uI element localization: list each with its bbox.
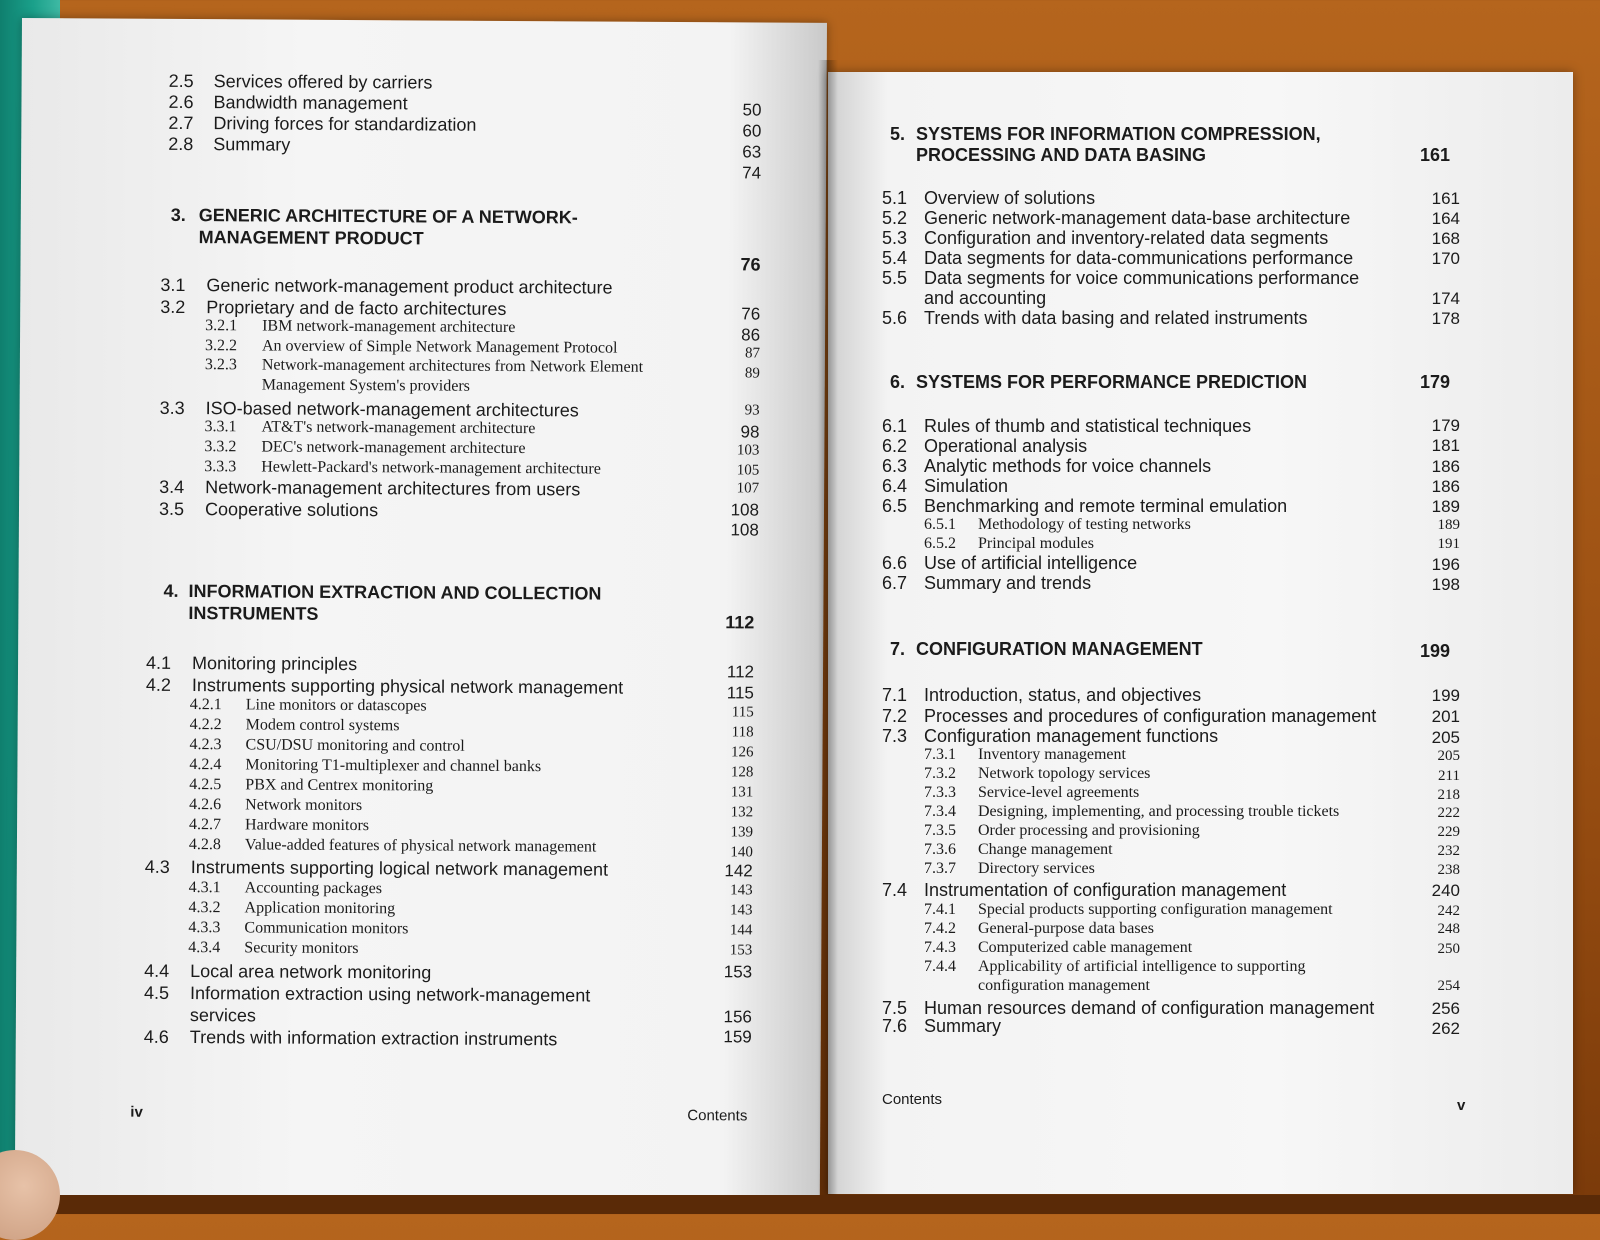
toc-title: Analytic methods for voice channels	[924, 456, 1212, 476]
toc-number: 7.6	[882, 1016, 908, 1036]
toc-title: Driving forces for standardization	[213, 113, 477, 135]
toc-page-number: 198	[1431, 575, 1460, 594]
toc-title: DEC's network-management architecture	[261, 438, 526, 458]
toc-title: Principal modules	[978, 535, 1094, 552]
chapter-title-line1: INFORMATION EXTRACTION AND COLLECTION	[188, 581, 602, 604]
toc-title: Trends with information extraction instruments	[189, 1027, 558, 1050]
toc-title: Network monitors	[245, 796, 363, 815]
toc-number: 4.2.1	[189, 696, 222, 714]
toc-title: Summary and trends	[924, 573, 1092, 593]
left-page	[15, 18, 827, 1203]
toc-number: 6.3	[882, 456, 908, 476]
toc-number: 7.3.4	[924, 803, 956, 820]
toc-number: 3.2.1	[205, 317, 238, 335]
toc-page-number: 196	[1431, 555, 1460, 574]
toc-number: 7.3.6	[924, 841, 956, 858]
chapter-title-line2: MANAGEMENT PRODUCT	[198, 227, 424, 249]
chapter-number: 5.	[890, 124, 906, 144]
toc-page-number: 128	[730, 764, 754, 781]
toc-number: 3.3.1	[204, 418, 237, 436]
chapter-number: 3.	[170, 204, 186, 226]
toc-title: Change management	[978, 841, 1113, 858]
toc-number: 7.3.5	[924, 822, 956, 839]
toc-number: 3.5	[158, 498, 185, 519]
toc-number: 7.5	[882, 998, 908, 1018]
toc-page-number: 103	[736, 442, 760, 459]
toc-page-number: 186	[1431, 477, 1460, 496]
toc-title: Line monitors or datascopes	[245, 696, 427, 715]
toc-title: CSU/DSU monitoring and control	[245, 736, 465, 755]
toc-page-number: 140	[730, 844, 753, 861]
toc-page-number: 240	[1431, 881, 1460, 900]
toc-title: General-purpose data bases	[978, 920, 1154, 937]
toc-page-number: 60	[742, 121, 762, 141]
toc-title: IBM network-management architecture	[262, 317, 516, 337]
toc-number: 5.3	[882, 228, 908, 248]
toc-title: PBX and Centrex monitoring	[245, 776, 434, 795]
toc-title: services	[189, 1005, 256, 1026]
toc-title: Computerized cable management	[978, 939, 1193, 956]
toc-number: 4.3	[144, 856, 170, 877]
toc-page-number: 107	[736, 480, 760, 497]
toc-number: 2.7	[168, 112, 194, 134]
running-footer: Contents	[882, 1091, 943, 1108]
toc-number: 4.2.6	[189, 796, 222, 814]
toc-number: 4.3.3	[188, 919, 221, 937]
toc-number: 7.4.3	[924, 939, 956, 956]
toc-page-number: 218	[1437, 787, 1460, 803]
toc-page-number: 248	[1437, 921, 1460, 937]
chapter-page-number: 161	[1419, 145, 1450, 165]
toc-number: 5.1	[882, 188, 908, 208]
toc-title: Summary	[924, 1016, 1002, 1036]
toc-title: configuration management	[978, 977, 1150, 994]
toc-title: Hardware monitors	[245, 816, 370, 835]
toc-page-number: 143	[730, 882, 753, 899]
toc-title: Network-management architectures from Network Element	[261, 356, 644, 376]
toc-page-number: 174	[1431, 289, 1460, 308]
toc-title: Proprietary and de facto architectures	[206, 297, 507, 319]
toc-page-number: 63	[742, 142, 762, 162]
toc-title: Service-level agreements	[978, 784, 1140, 801]
toc-title: Human resources demand of configuration management	[924, 998, 1375, 1018]
chapter-title-line2: INSTRUMENTS	[188, 603, 319, 624]
toc-title: Configuration management functions	[924, 726, 1219, 746]
right-page	[828, 72, 1573, 1194]
toc-number: 2.5	[168, 70, 194, 92]
toc-number: 7.4	[882, 880, 908, 900]
toc-page-number: 201	[1431, 707, 1460, 726]
chapter-title-line1: CONFIGURATION MANAGEMENT	[916, 639, 1203, 659]
toc-number: 7.4.2	[924, 920, 956, 937]
running-footer: Contents	[687, 1107, 748, 1125]
toc-page-number: 170	[1431, 249, 1460, 268]
toc-title: Instruments supporting physical network management	[191, 675, 624, 698]
toc-page-number: 191	[1437, 536, 1460, 552]
toc-title: Data segments for data-communications performance	[924, 248, 1354, 268]
toc-number: 4.2.5	[189, 776, 222, 794]
toc-number: 3.4	[159, 476, 185, 497]
toc-number: 5.4	[882, 248, 908, 268]
toc-number: 7.4.4	[924, 958, 956, 975]
toc-title: Network topology services	[978, 765, 1151, 782]
toc-page-number: 164	[1431, 209, 1460, 228]
toc-number: 5.2	[882, 208, 908, 228]
book-gutter	[818, 60, 838, 1200]
toc-page-number: 144	[729, 922, 753, 939]
toc-title: Communication monitors	[244, 919, 409, 938]
toc-page-number: 168	[1431, 229, 1460, 248]
toc-page-number: 105	[736, 462, 760, 479]
toc-number: 4.2.8	[188, 836, 222, 854]
toc-page-number: 179	[1431, 416, 1460, 435]
toc-page-number: 262	[1431, 1019, 1460, 1038]
toc-page-number: 199	[1431, 686, 1460, 705]
toc-page-number: 98	[740, 422, 760, 442]
toc-title: Instrumentation of configuration management	[924, 880, 1287, 900]
toc-number: 7.3	[882, 726, 908, 746]
toc-number: 5.5	[882, 268, 908, 288]
toc-number: 4.1	[146, 652, 172, 673]
toc-page-number: 108	[730, 500, 760, 520]
chapter-page-number: 112	[725, 612, 755, 633]
toc-title: Use of artificial intelligence	[924, 553, 1138, 573]
toc-title: Processes and procedures of configuration management	[924, 706, 1377, 726]
toc-number: 6.6	[882, 553, 908, 573]
toc-page-number: 205	[1431, 728, 1460, 747]
chapter-number: 6.	[890, 372, 906, 392]
toc-number: 6.2	[882, 436, 908, 456]
chapter-page-number: 76	[740, 254, 761, 275]
toc-page-number: 229	[1437, 824, 1460, 840]
toc-page-number: 161	[1431, 189, 1460, 208]
toc-number: 4.3.1	[188, 879, 221, 897]
toc-page-number: 189	[1437, 517, 1460, 533]
toc-title: Benchmarking and remote terminal emulation	[924, 496, 1288, 516]
chapter-number: 4.	[163, 580, 179, 601]
toc-page-number: 115	[726, 683, 754, 703]
toc-title: Designing, implementing, and processing trouble tickets	[978, 803, 1340, 820]
toc-title: and accounting	[924, 288, 1047, 308]
toc-page-number: 186	[1431, 457, 1460, 476]
toc-title: Monitoring principles	[192, 653, 358, 675]
toc-number: 3.1	[160, 274, 186, 296]
toc-page-number: 108	[730, 520, 759, 540]
toc-title: Special products supporting configuration management	[978, 901, 1333, 918]
table-surface	[0, 1195, 1600, 1214]
toc-page-number: 50	[742, 100, 762, 120]
toc-number: 7.4.1	[924, 901, 956, 918]
toc-number: 4.2.7	[189, 816, 222, 834]
toc-page-number: 115	[731, 704, 754, 721]
toc-page-number: 153	[723, 962, 753, 982]
toc-number: 3.3	[159, 397, 185, 419]
toc-title: Local area network monitoring	[190, 961, 432, 983]
toc-page-number: 131	[730, 784, 754, 801]
toc-number: 4.6	[143, 1026, 169, 1047]
toc-page-number: 238	[1437, 862, 1460, 878]
toc-number: 7.3.3	[924, 784, 956, 801]
toc-number: 4.2.2	[189, 716, 222, 734]
toc-number: 3.3.2	[204, 438, 237, 456]
toc-title: Data segments for voice communications performance	[924, 268, 1360, 288]
toc-title: Configuration and inventory-related data segments	[924, 228, 1329, 248]
toc-title: Generic network-management product architecture	[206, 275, 613, 298]
chapter-title-line1: GENERIC ARCHITECTURE OF A NETWORK-	[198, 205, 578, 228]
toc-number: 5.6	[882, 308, 908, 328]
toc-number: 2.8	[168, 133, 194, 155]
toc-number: 7.2	[882, 706, 908, 726]
toc-title: Information extraction using network-management	[189, 983, 591, 1006]
toc-title: Order processing and provisioning	[978, 822, 1200, 839]
toc-page-number: 232	[1437, 843, 1460, 859]
toc-number: 3.3.3	[204, 458, 237, 476]
toc-page-number: 86	[741, 325, 761, 345]
toc-number: 4.3.2	[188, 899, 221, 917]
chapter-page-number: 199	[1419, 641, 1450, 661]
toc-title: ISO-based network-management architectures	[205, 398, 579, 421]
toc-page-number: 112	[726, 662, 755, 682]
toc-title: An overview of Simple Network Management Protocol	[261, 337, 618, 357]
toc-title: Overview of solutions	[924, 188, 1096, 208]
toc-title: Instruments supporting logical network management	[190, 857, 609, 880]
toc-page-number: 256	[1431, 999, 1460, 1018]
chapter-number: 7.	[890, 639, 906, 659]
chapter-title-line2: PROCESSING AND DATA BASING	[916, 145, 1207, 165]
toc-number: 3.2	[160, 296, 186, 318]
toc-number: 6.5	[882, 496, 908, 516]
toc-title: Services offered by carriers	[213, 71, 433, 93]
toc-number: 6.4	[882, 476, 908, 496]
toc-page-number: 118	[731, 724, 754, 741]
toc-number: 4.4	[144, 960, 170, 981]
toc-title: Modem control systems	[245, 716, 400, 735]
toc-number: 3.2.3	[204, 356, 237, 374]
toc-number: 4.5	[143, 982, 170, 1003]
toc-number: 7.3.7	[924, 860, 956, 877]
toc-number: 7.1	[882, 685, 908, 705]
toc-title: Rules of thumb and statistical techniques	[924, 416, 1252, 436]
toc-title: Applicability of artificial intelligence to supporting	[978, 958, 1306, 975]
toc-page-number: 89	[744, 365, 760, 382]
page-number: iv	[130, 1103, 143, 1121]
toc-number: 6.7	[882, 573, 908, 593]
toc-page-number: 93	[744, 402, 760, 419]
toc-page-number: 159	[723, 1027, 752, 1047]
toc-title: Trends with data basing and related instruments	[924, 308, 1308, 328]
toc-title: Operational analysis	[924, 436, 1088, 456]
toc-page-number: 189	[1431, 497, 1460, 516]
toc-page-number: 211	[1438, 768, 1460, 784]
toc-page-number: 142	[724, 861, 753, 881]
toc-page-number: 132	[730, 804, 754, 821]
toc-page-number: 139	[730, 824, 754, 841]
toc-title: Directory services	[978, 860, 1095, 877]
toc-number: 4.2.3	[189, 736, 222, 754]
toc-title: Summary	[213, 134, 291, 155]
toc-title: Network-management architectures from users	[205, 477, 581, 500]
toc-page-number: 178	[1431, 309, 1460, 328]
toc-title: Bandwidth management	[213, 92, 408, 114]
toc-page-number: 250	[1437, 941, 1460, 957]
toc-page-number: 242	[1437, 903, 1460, 919]
toc-page-number: 87	[744, 345, 761, 362]
toc-number: 3.2.2	[204, 337, 238, 355]
toc-title: Introduction, status, and objectives	[924, 685, 1202, 705]
toc-title: Generic network-management data-base architecture	[924, 208, 1351, 228]
toc-title: Security monitors	[244, 939, 359, 958]
toc-page-number: 126	[730, 744, 754, 761]
toc-page-number: 76	[741, 304, 761, 324]
toc-number: 6.5.2	[924, 535, 956, 552]
toc-number: 6.5.1	[924, 516, 956, 533]
toc-page-number: 222	[1437, 805, 1460, 821]
toc-page-number: 254	[1437, 978, 1460, 994]
toc-title: Simulation	[924, 476, 1009, 496]
toc-title: Methodology of testing networks	[978, 516, 1191, 533]
toc-number: 4.2.4	[189, 756, 222, 774]
toc-title: Value-added features of physical network management	[244, 836, 597, 856]
toc-number: 4.2	[145, 674, 172, 695]
chapter-page-number: 179	[1419, 372, 1450, 392]
page-number: v	[1457, 1097, 1466, 1114]
toc-number: 7.3.2	[924, 765, 956, 782]
toc-page-number: 74	[742, 163, 762, 183]
toc-number: 4.3.4	[188, 939, 221, 957]
toc-title: Application monitoring	[244, 899, 396, 918]
toc-page-number: 156	[723, 1007, 752, 1027]
toc-title: Accounting packages	[244, 879, 383, 898]
toc-title: Hewlett-Packard's network-management architecture	[261, 458, 601, 478]
toc-title: Cooperative solutions	[204, 499, 379, 521]
toc-number: 6.1	[882, 416, 908, 436]
toc-number: 2.6	[168, 91, 194, 113]
toc-number: 7.3.1	[924, 746, 956, 763]
toc-page-number: 181	[1431, 436, 1460, 455]
chapter-title-line1: SYSTEMS FOR INFORMATION COMPRESSION,	[916, 124, 1321, 144]
toc-page-number: 205	[1437, 748, 1460, 764]
toc-title: Management System's providers	[261, 376, 470, 395]
chapter-title-line1: SYSTEMS FOR PERFORMANCE PREDICTION	[916, 372, 1308, 392]
toc-title: AT&T's network-management architecture	[261, 418, 536, 438]
toc-page-number: 153	[729, 942, 753, 959]
toc-title: Monitoring T1-multiplexer and channel banks	[245, 756, 542, 776]
toc-title: Inventory management	[978, 746, 1126, 763]
toc-page-number: 143	[730, 902, 753, 919]
